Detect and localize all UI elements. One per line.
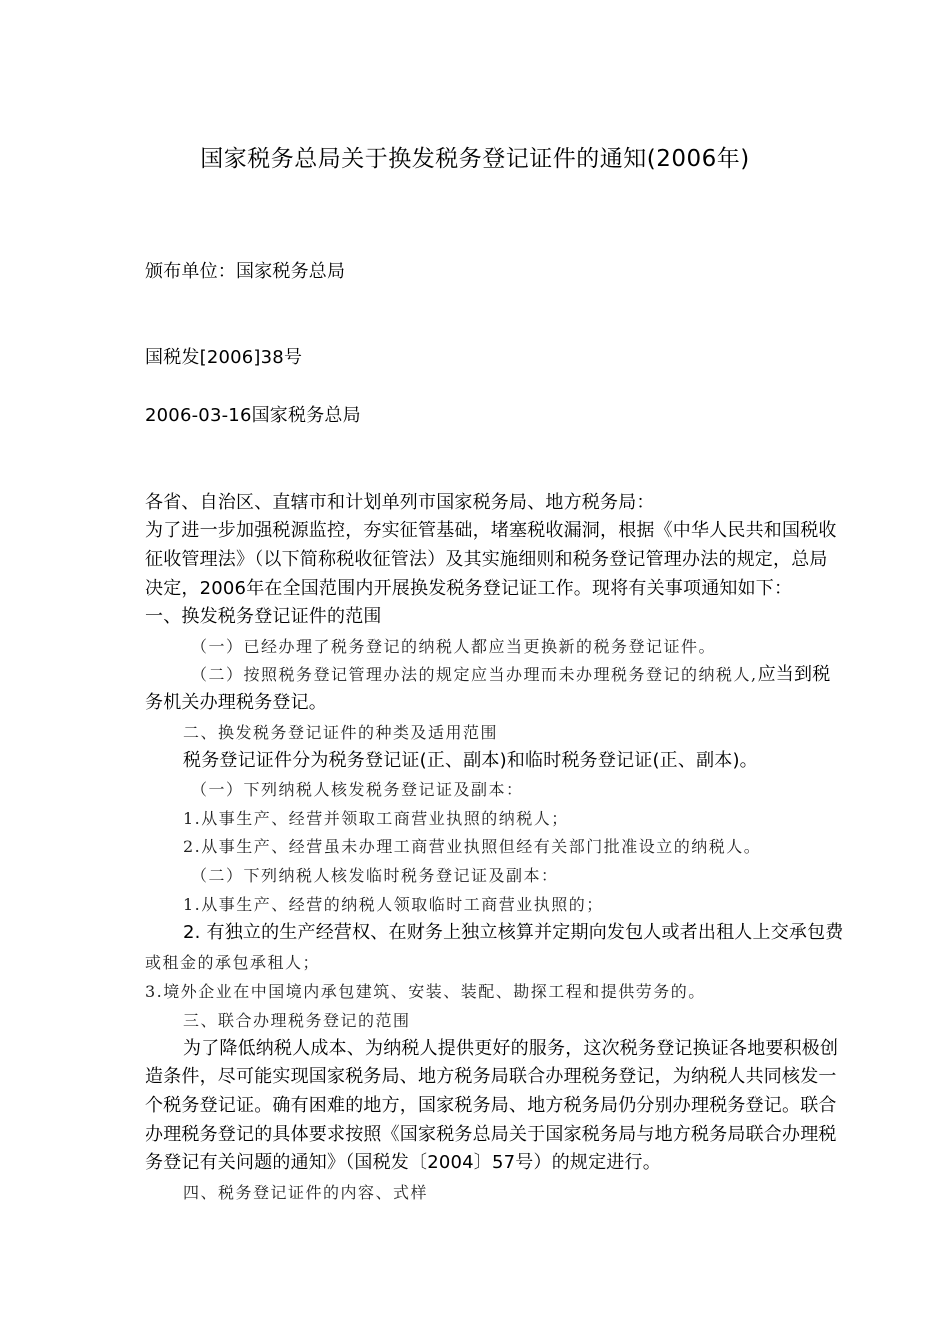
document-title: 国家税务总局关于换发税务登记证件的通知(2006年) <box>200 146 750 172</box>
section-3-heading: 三、联合办理税务登记的范围 <box>183 1011 411 1030</box>
section-2-sub-1-item-2: 2.从事生产、经营虽未办理工商营业执照但经有关部门批准设立的纳税人。 <box>183 837 762 856</box>
section-2-sub-2-item-1: 1.从事生产、经营的纳税人领取临时工商营业执照的； <box>183 895 604 914</box>
section-3-para-line-3: 个税务登记证。确有困难的地方，国家税务局、地方税务局仍分别办理税务登记。联合 <box>145 1095 837 1116</box>
section-3-para-line-1: 为了降低纳税人成本、为纳税人提供更好的服务，这次税务登记换证各地要积极创 <box>183 1038 839 1059</box>
intro-line-3: 决定，2006年在全国范围内开展换发税务登记证工作。现将有关事项通知如下： <box>145 578 793 599</box>
section-2-heading: 二、换发税务登记证件的种类及适用范围 <box>183 723 499 742</box>
section-2-text: 税务登记证件分为税务登记证(正、副本)和临时税务登记证(正、副本)。 <box>183 750 758 771</box>
section-3-para-line-2: 造条件，尽可能实现国家税务局、地方税务局联合办理税务登记，为纳税人共同核发一 <box>145 1066 837 1087</box>
section-2-sub-2-item-3: 3.境外企业在中国境内承包建筑、安装、装配、勘探工程和提供劳务的。 <box>145 982 706 1001</box>
addressee: 各省、自治区、直辖市和计划单列市国家税务局、地方税务局： <box>145 492 655 513</box>
doc-number: 国税发[2006]38号 <box>145 347 303 368</box>
section-2-sub-2-item-2: 2. 有独立的生产经营权、在财务上独立核算并定期向发包人或者出租人上交承包费 <box>183 922 844 943</box>
section-2-sub-2-item-2-cont: 或租金的承包承租人； <box>145 953 321 972</box>
section-3-para-line-4: 办理税务登记的具体要求按照《国家税务总局关于国家税务局与地方税务局联合办理税 <box>145 1124 837 1145</box>
section-2-sub-1-item-1: 1.从事生产、经营并领取工商营业执照的纳税人； <box>183 809 569 828</box>
section-1-item-2-text: （二）按照税务登记管理办法的规定应当办理而未办理税务登记的纳税人, <box>191 665 758 684</box>
issuer-line: 颁布单位：国家税务总局 <box>145 261 346 282</box>
section-1-item-2 <box>191 662 830 688</box>
date-line: 2006-03-16国家税务总局 <box>145 405 361 426</box>
intro-line-1: 为了进一步加强税源监控，夯实征管基础，堵塞税收漏洞，根据《中华人民共和国税收 <box>145 520 837 541</box>
section-1-item-2-cont: 务机关办理税务登记。 <box>145 692 327 713</box>
section-1-item-2-tail: 应当到税 <box>757 664 831 685</box>
section-1-heading: 一、换发税务登记证件的范围 <box>145 606 382 627</box>
section-2-sub-2: （二）下列纳税人核发临时税务登记证及副本： <box>191 866 559 885</box>
section-3-para-line-5: 务登记有关问题的通知》（国税发〔2004〕57号）的规定进行。 <box>145 1152 661 1173</box>
section-2-sub-1: （一）下列纳税人核发税务登记证及副本： <box>191 780 524 799</box>
section-1-item-1: （一）已经办理了税务登记的纳税人都应当更换新的税务登记证件。 <box>191 637 717 656</box>
intro-line-2: 征收管理法》（以下简称税收征管法）及其实施细则和税务登记管理办法的规定，总局 <box>145 549 828 570</box>
section-4-heading: 四、税务登记证件的内容、式样 <box>183 1183 429 1202</box>
